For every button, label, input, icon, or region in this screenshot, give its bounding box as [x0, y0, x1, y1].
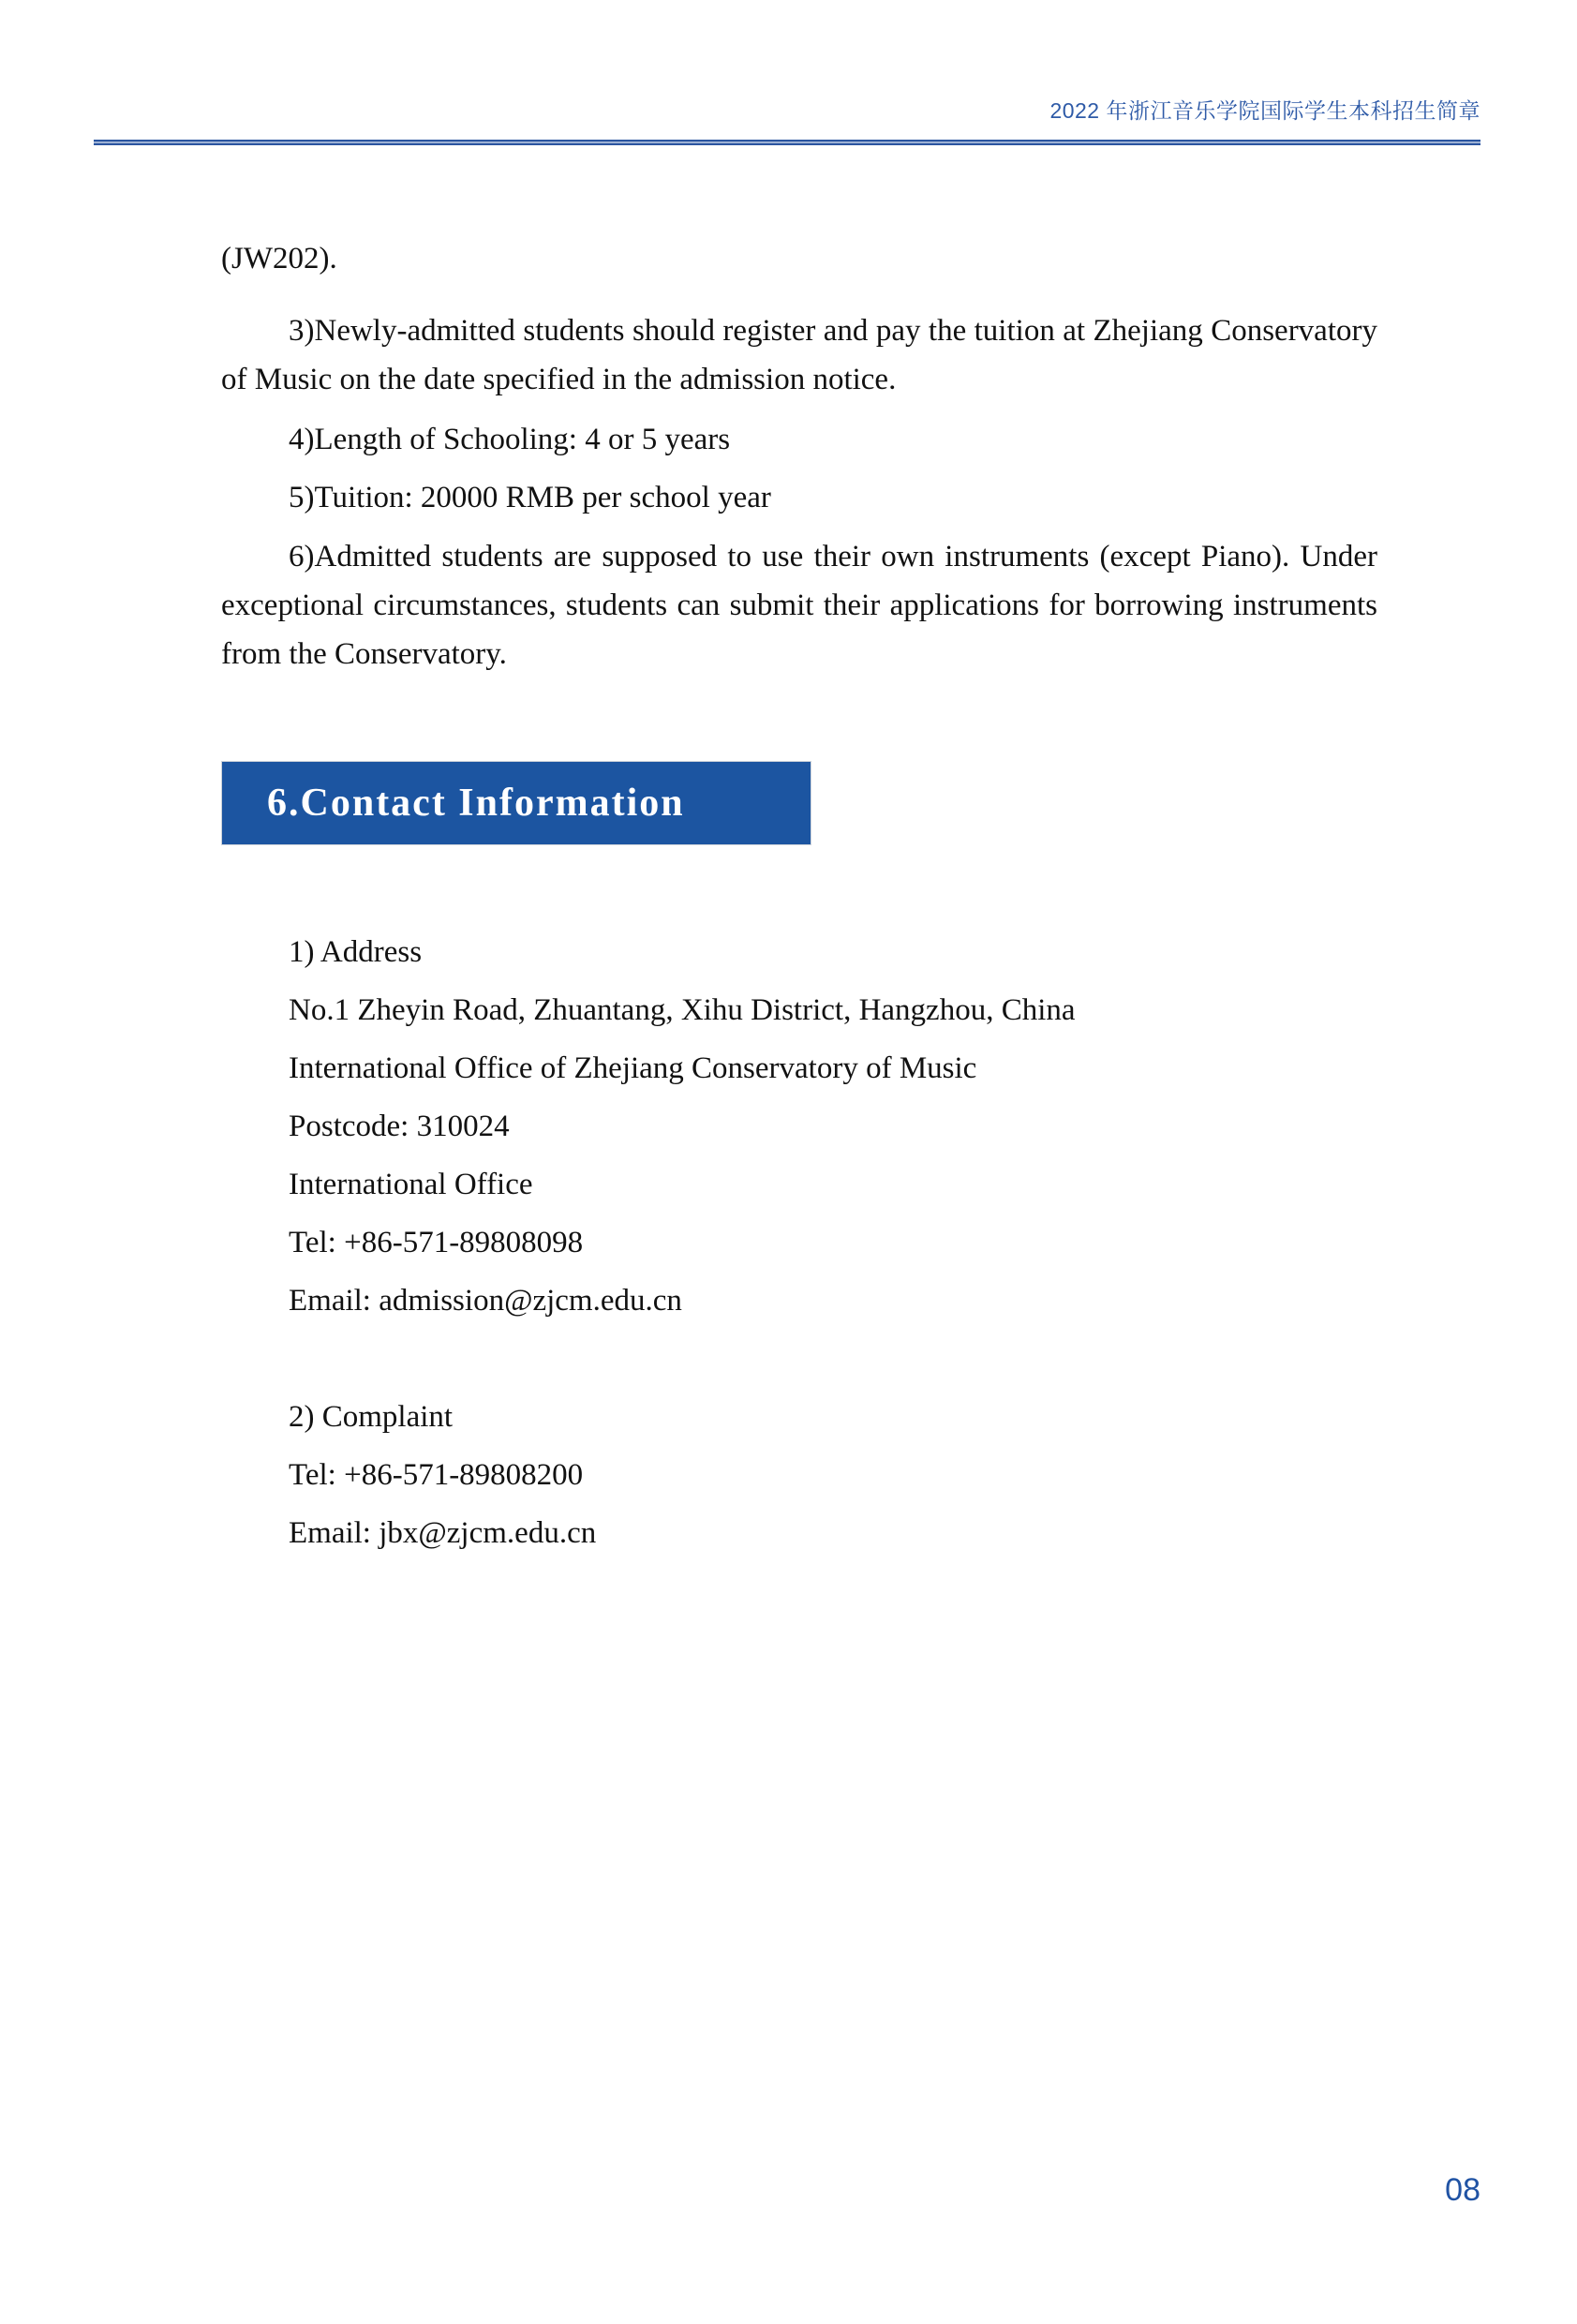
section-heading-banner — [221, 761, 811, 845]
contact-address-label: 1) Address — [289, 935, 423, 969]
contact-address-postcode: Postcode: 310024 — [289, 1110, 510, 1143]
header-divider-rule — [94, 140, 1480, 145]
contact-address-office: International Office of Zhejiang Conservatory of Music — [289, 1051, 977, 1085]
page-number: 08 — [1445, 2172, 1480, 2208]
paragraph-item-5-tuition: 5)Tuition: 20000 RMB per school year — [289, 481, 771, 514]
contact-complaint-label: 2) Complaint — [289, 1400, 454, 1434]
paragraph-item-3-registration: 3)Newly-admitted students should register and pay the tuition at Zhejiang Conservatory of Music on the date specified in the admission notice. — [221, 314, 1377, 396]
section-heading-title: 6.Contact Information — [267, 782, 685, 825]
paragraph-item-4-schooling-length: 4)Length of Schooling: 4 or 5 years — [289, 423, 731, 456]
page-header-title: 2022 年浙江音乐学院国际学生本科招生简章 — [1049, 98, 1480, 123]
contact-complaint-tel: Tel: +86-571-89808200 — [289, 1458, 584, 1492]
contact-address-email: Email: admission@zjcm.edu.cn — [289, 1284, 682, 1318]
body-text-block — [221, 234, 1377, 678]
contact-address-tel: Tel: +86-571-89808098 — [289, 1226, 584, 1259]
paragraph-jw202-fragment: (JW202). — [221, 242, 337, 276]
contact-complaint-email: Email: jbx@zjcm.edu.cn — [289, 1516, 597, 1550]
paragraph-item-6-instruments: 6)Admitted students are supposed to use their own instruments (except Piano). Under exceptional circumstances, students can submit their applications for borrowing instruments from the Conservatory. — [221, 540, 1377, 671]
contact-address-office-name: International Office — [289, 1168, 533, 1201]
contact-info-block — [289, 923, 1319, 1562]
contact-address-street: No.1 Zheyin Road, Zhuantang, Xihu District, Hangzhou, China — [289, 993, 1076, 1027]
